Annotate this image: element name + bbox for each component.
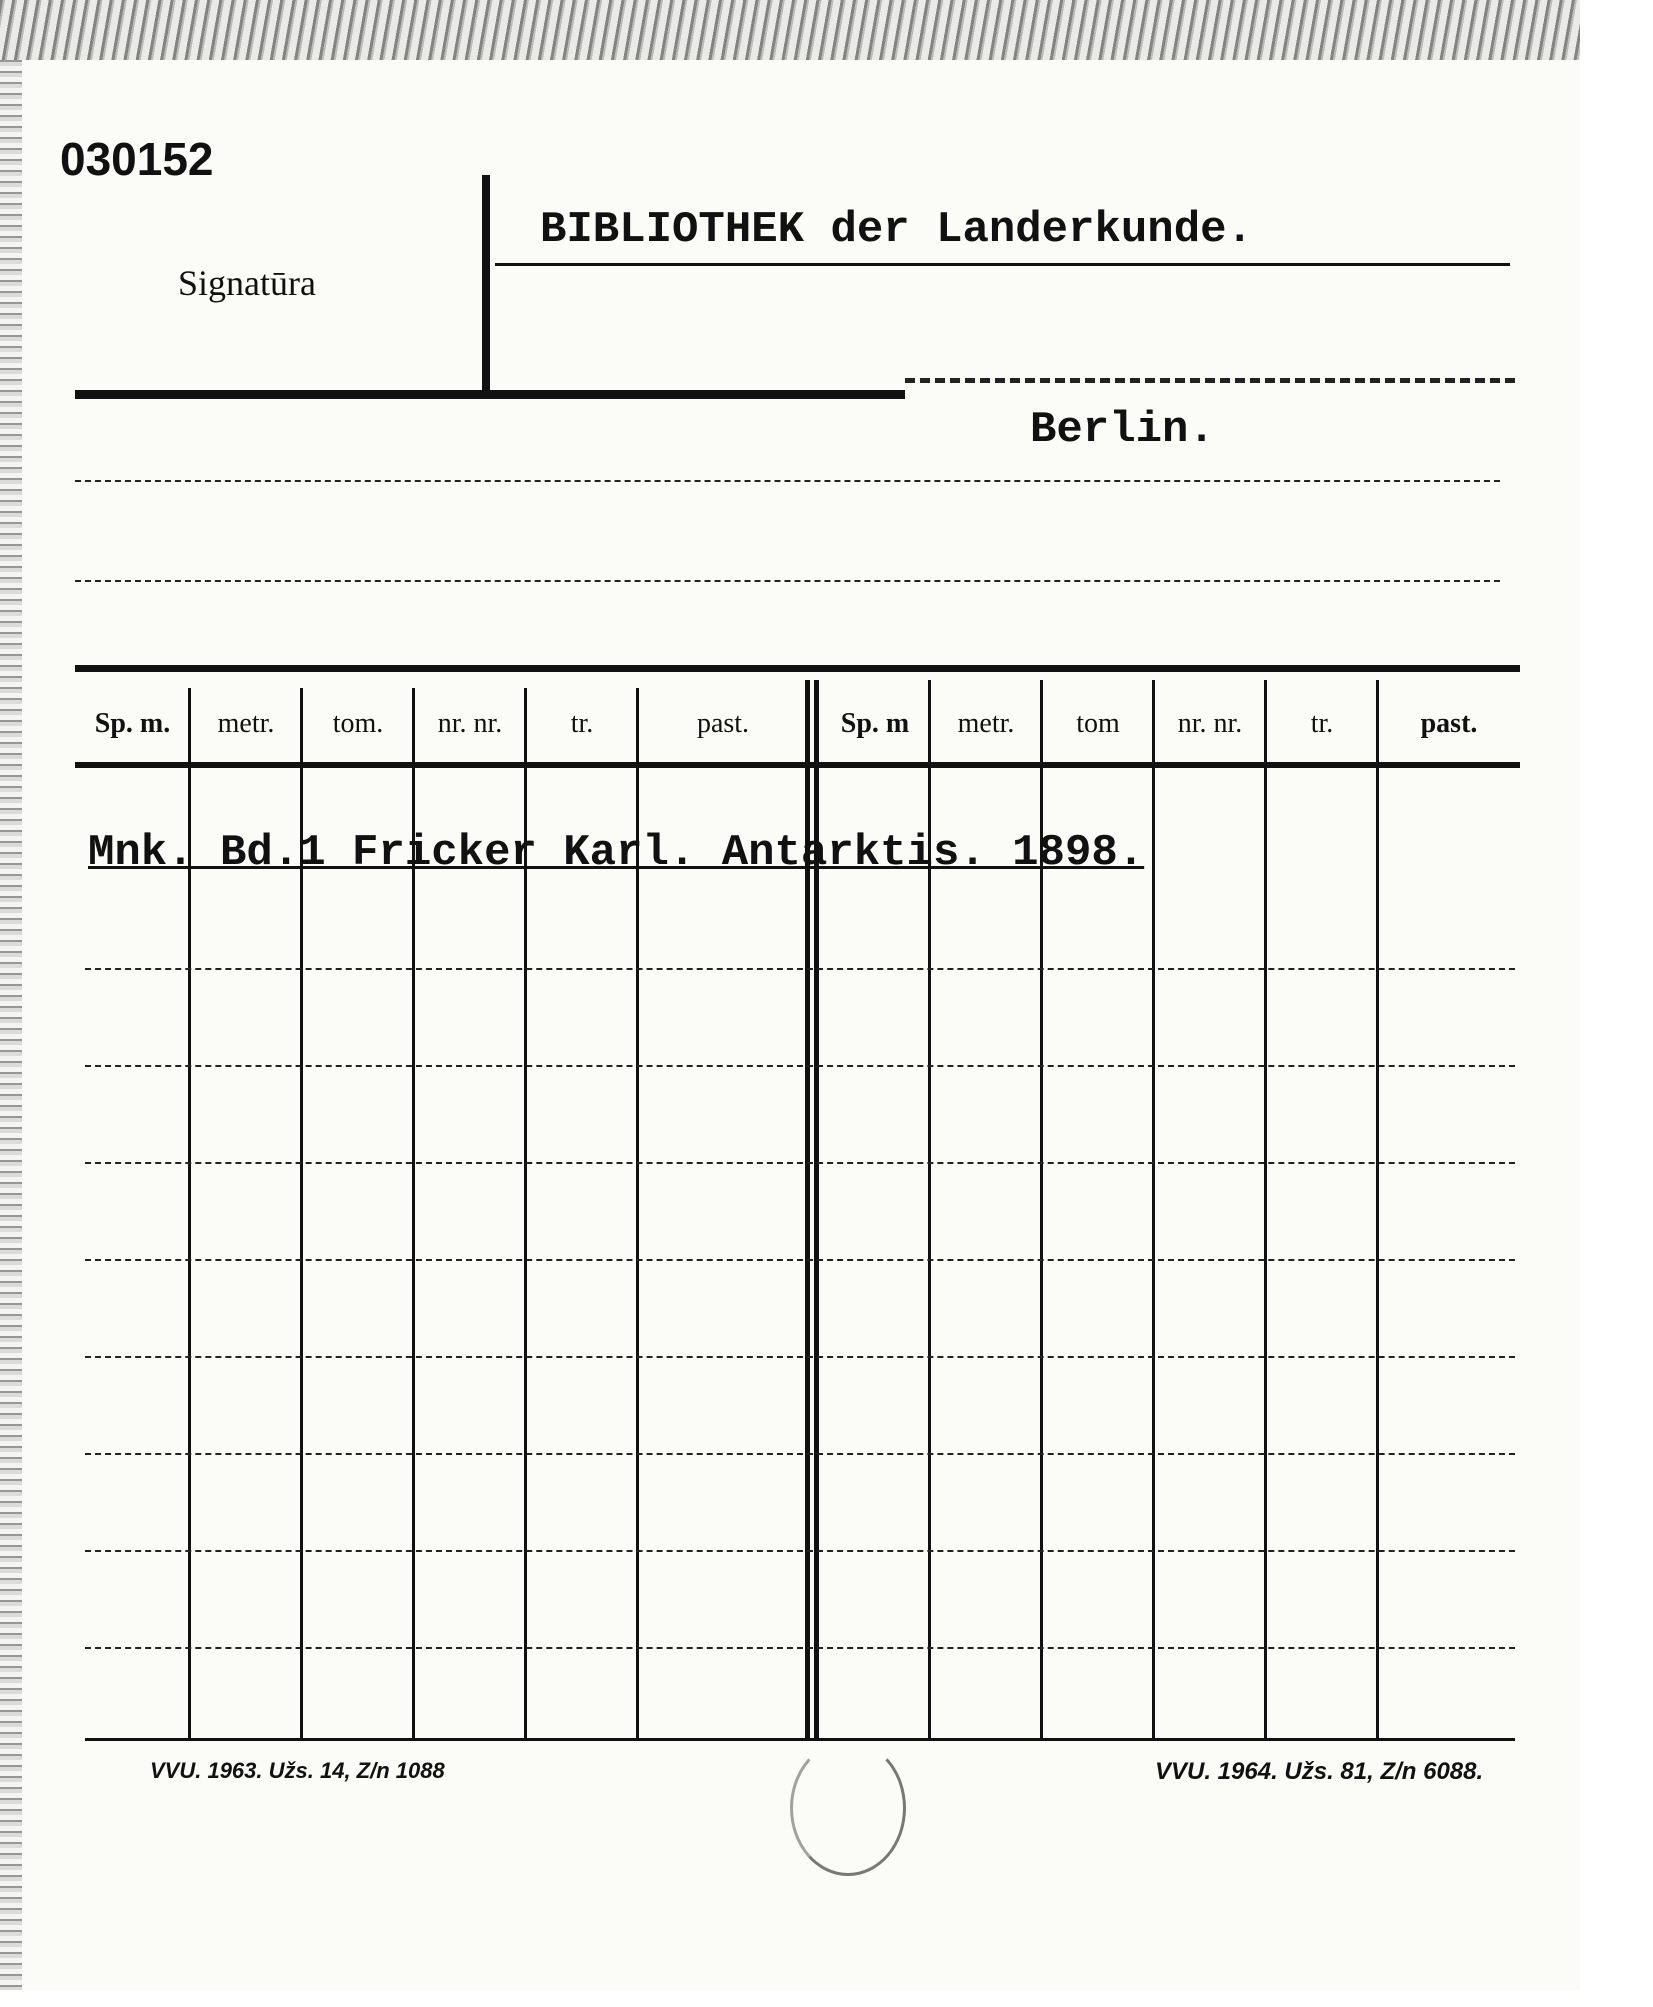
footer-note-left: VVU. 1963. Užs. 14, Z/n 1088 [150,1758,445,1783]
stamp-mark [790,1740,906,1876]
header-tr-2: tr. [1310,708,1334,739]
footer-note-right: VVU. 1964. Užs. 81, Z/n 6088. [1155,1758,1484,1785]
header-nr-nr-2: nr. nr. [1177,708,1243,739]
torn-top-edge [0,0,1580,60]
row-line-3 [85,1162,1515,1164]
library-name: BIBLIOTHEK der Landerkunde. [540,205,1253,255]
col-line-11 [1376,680,1379,1740]
col-line-10 [1264,680,1267,1740]
header-tom: tom. [332,708,384,739]
ruled-line-1 [75,480,1500,482]
header-sp-m: Sp. m. [94,708,171,739]
header-metr-2: metr. [957,708,1015,739]
row-line-2 [85,1065,1515,1067]
library-underline [495,263,1510,266]
header-bottom-rule-dashed [905,378,1515,383]
table-header-rule [75,762,1520,768]
signature-divider [482,175,490,390]
header-metr: metr. [217,708,275,739]
header-past: past. [696,708,750,739]
header-bottom-rule [75,390,905,399]
ruled-line-2 [75,580,1500,582]
left-edge-texture [0,60,22,1990]
table-bottom-rule [85,1738,1515,1741]
header-nr-nr: nr. nr. [437,708,503,739]
row-line-7 [85,1550,1515,1552]
row-line-4 [85,1259,1515,1261]
city: Berlin. [1030,405,1215,455]
row-line-5 [85,1356,1515,1358]
table-top-rule [75,665,1520,672]
header-tr: tr. [570,708,594,739]
row-line-1 [85,968,1515,970]
catalog-entry: Mnk. Bd.1 Fricker Karl. Antarktis. 1898. [88,828,1145,878]
row-line-8 [85,1647,1515,1649]
header-past-2: past. [1420,708,1478,739]
header-sp-m-2: Sp. m [840,708,910,739]
row-line-6 [85,1453,1515,1455]
card-number: 030152 [60,133,214,185]
header-tom-2: tom [1076,708,1120,739]
col-line-9 [1152,680,1155,1740]
signature-label: Signatūra [178,263,316,303]
